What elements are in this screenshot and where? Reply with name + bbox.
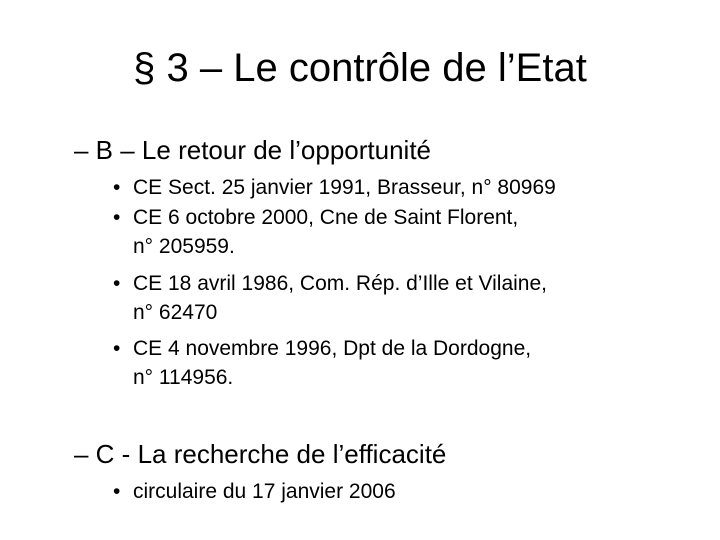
bullet-marker: • [113, 480, 121, 503]
bullet-marker: • [113, 337, 121, 360]
bullet-text: circulaire du 17 janvier 2006 [133, 480, 396, 503]
bullet-marker: • [113, 272, 121, 295]
bullet-text-continuation: n° 114956. [133, 366, 234, 389]
slide-title: § 3 – Le contrôle de l’Etat [133, 46, 587, 90]
bullet-text-continuation: n° 205959. [133, 235, 235, 258]
bullet-text: CE Sect. 25 janvier 1991, Brasseur, n° 80969 [133, 176, 556, 199]
bullet-text: CE 4 novembre 1996, Dpt de la Dordogne, [133, 337, 532, 360]
bullet-marker: • [113, 176, 121, 199]
bullet-item [113, 173, 713, 202]
bullet-item [113, 334, 713, 392]
bullet-item [113, 477, 713, 506]
bullet-text: CE 18 avril 1986, Com. Rép. d’Ille et Vilaine, [133, 272, 547, 295]
section-heading-c: – C - La recherche de l’efficacité [74, 439, 447, 469]
bullet-marker: • [113, 206, 121, 229]
bullet-item [113, 269, 713, 327]
bullet-text-continuation: n° 62470 [133, 301, 218, 324]
bullet-item [113, 203, 713, 261]
bullet-text: CE 6 octobre 2000, Cne de Saint Florent, [133, 206, 519, 229]
section-heading-b: – B – Le retour de l’opportunité [74, 135, 432, 165]
